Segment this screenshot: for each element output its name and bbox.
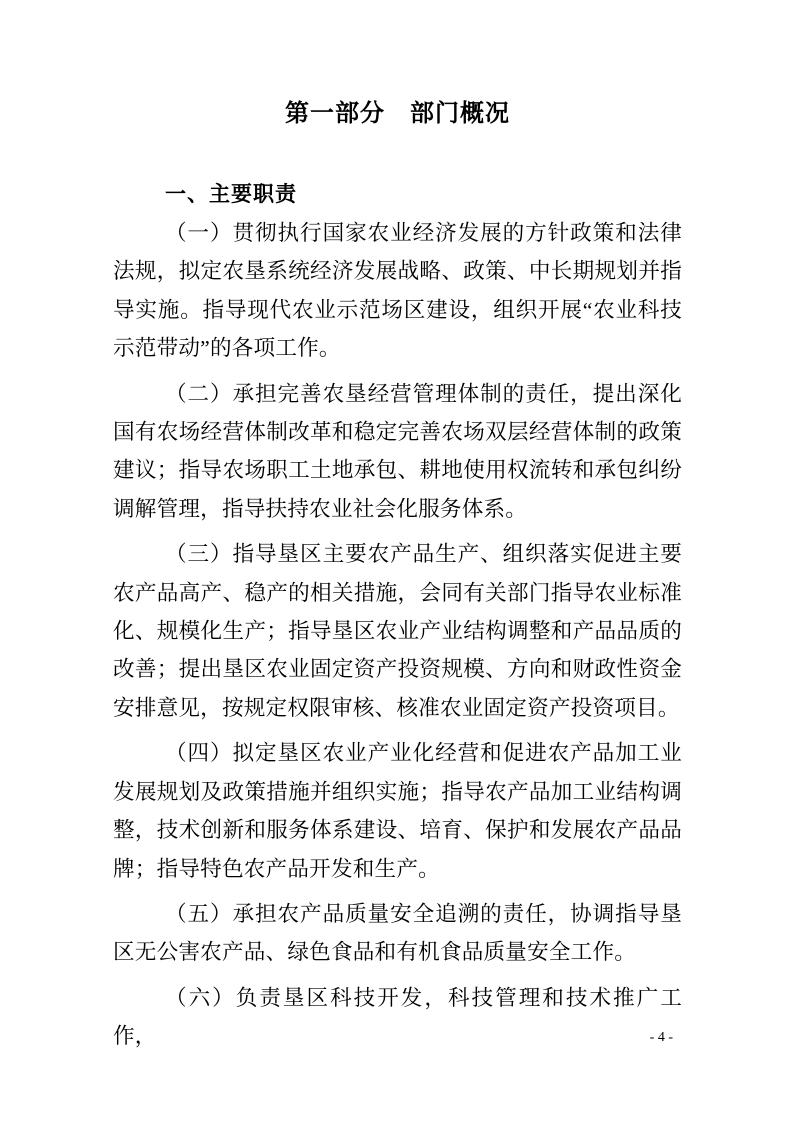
paragraph-responsibility-2: （二）承担完善农垦经营管理体制的责任，提出深化国有农场经营体制改革和稳定完善农场双层经营体制的政策建议；指导农场职工土地承包、耕地使用权流转和承包纠纷调解管理，指导扶持农业社会化服务体系。 — [113, 381, 682, 521]
paragraph-responsibility-4: （四）拟定垦区农业产业化经营和促进农产品加工业发展规划及政策措施并组织实施；指导农产品加工业结构调整，技术创新和服务体系建设、培育、保护和发展农产品品牌；指导特色农产品开发和生产。 — [113, 741, 682, 881]
section-heading: 一、主要职责 — [165, 183, 297, 206]
document-body — [113, 214, 682, 1056]
page-number: - 4 - — [649, 1030, 673, 1045]
page-title: 第一部分 部门概况 — [285, 100, 510, 127]
paragraph-responsibility-5: （五）承担农产品质量安全追溯的责任，协调指导垦区无公害农产品、绿色食品和有机食品质量安全工作。 — [113, 901, 682, 965]
paragraph-responsibility-6: （六）负责垦区科技开发，科技管理和技术推广工作， — [113, 985, 682, 1049]
paragraph-responsibility-1: （一）贯彻执行国家农业经济发展的方针政策和法律法规，拟定农垦系统经济发展战略、政策、中长期规划并指导实施。指导现代农业示范场区建设，组织开展“农业科技示范带动”的各项工作。 — [113, 221, 682, 361]
paragraph-responsibility-3: （三）指导垦区主要农产品生产、组织落实促进主要农产品高产、稳产的相关措施，会同有关部门指导农业标准化、规模化生产；指导垦区农业产业结构调整和产品品质的改善；提出垦区农业固定资产投资规模、方向和财政性资金安排意见，按规定权限审核、核准农业固定资产投资项目。 — [113, 542, 682, 720]
